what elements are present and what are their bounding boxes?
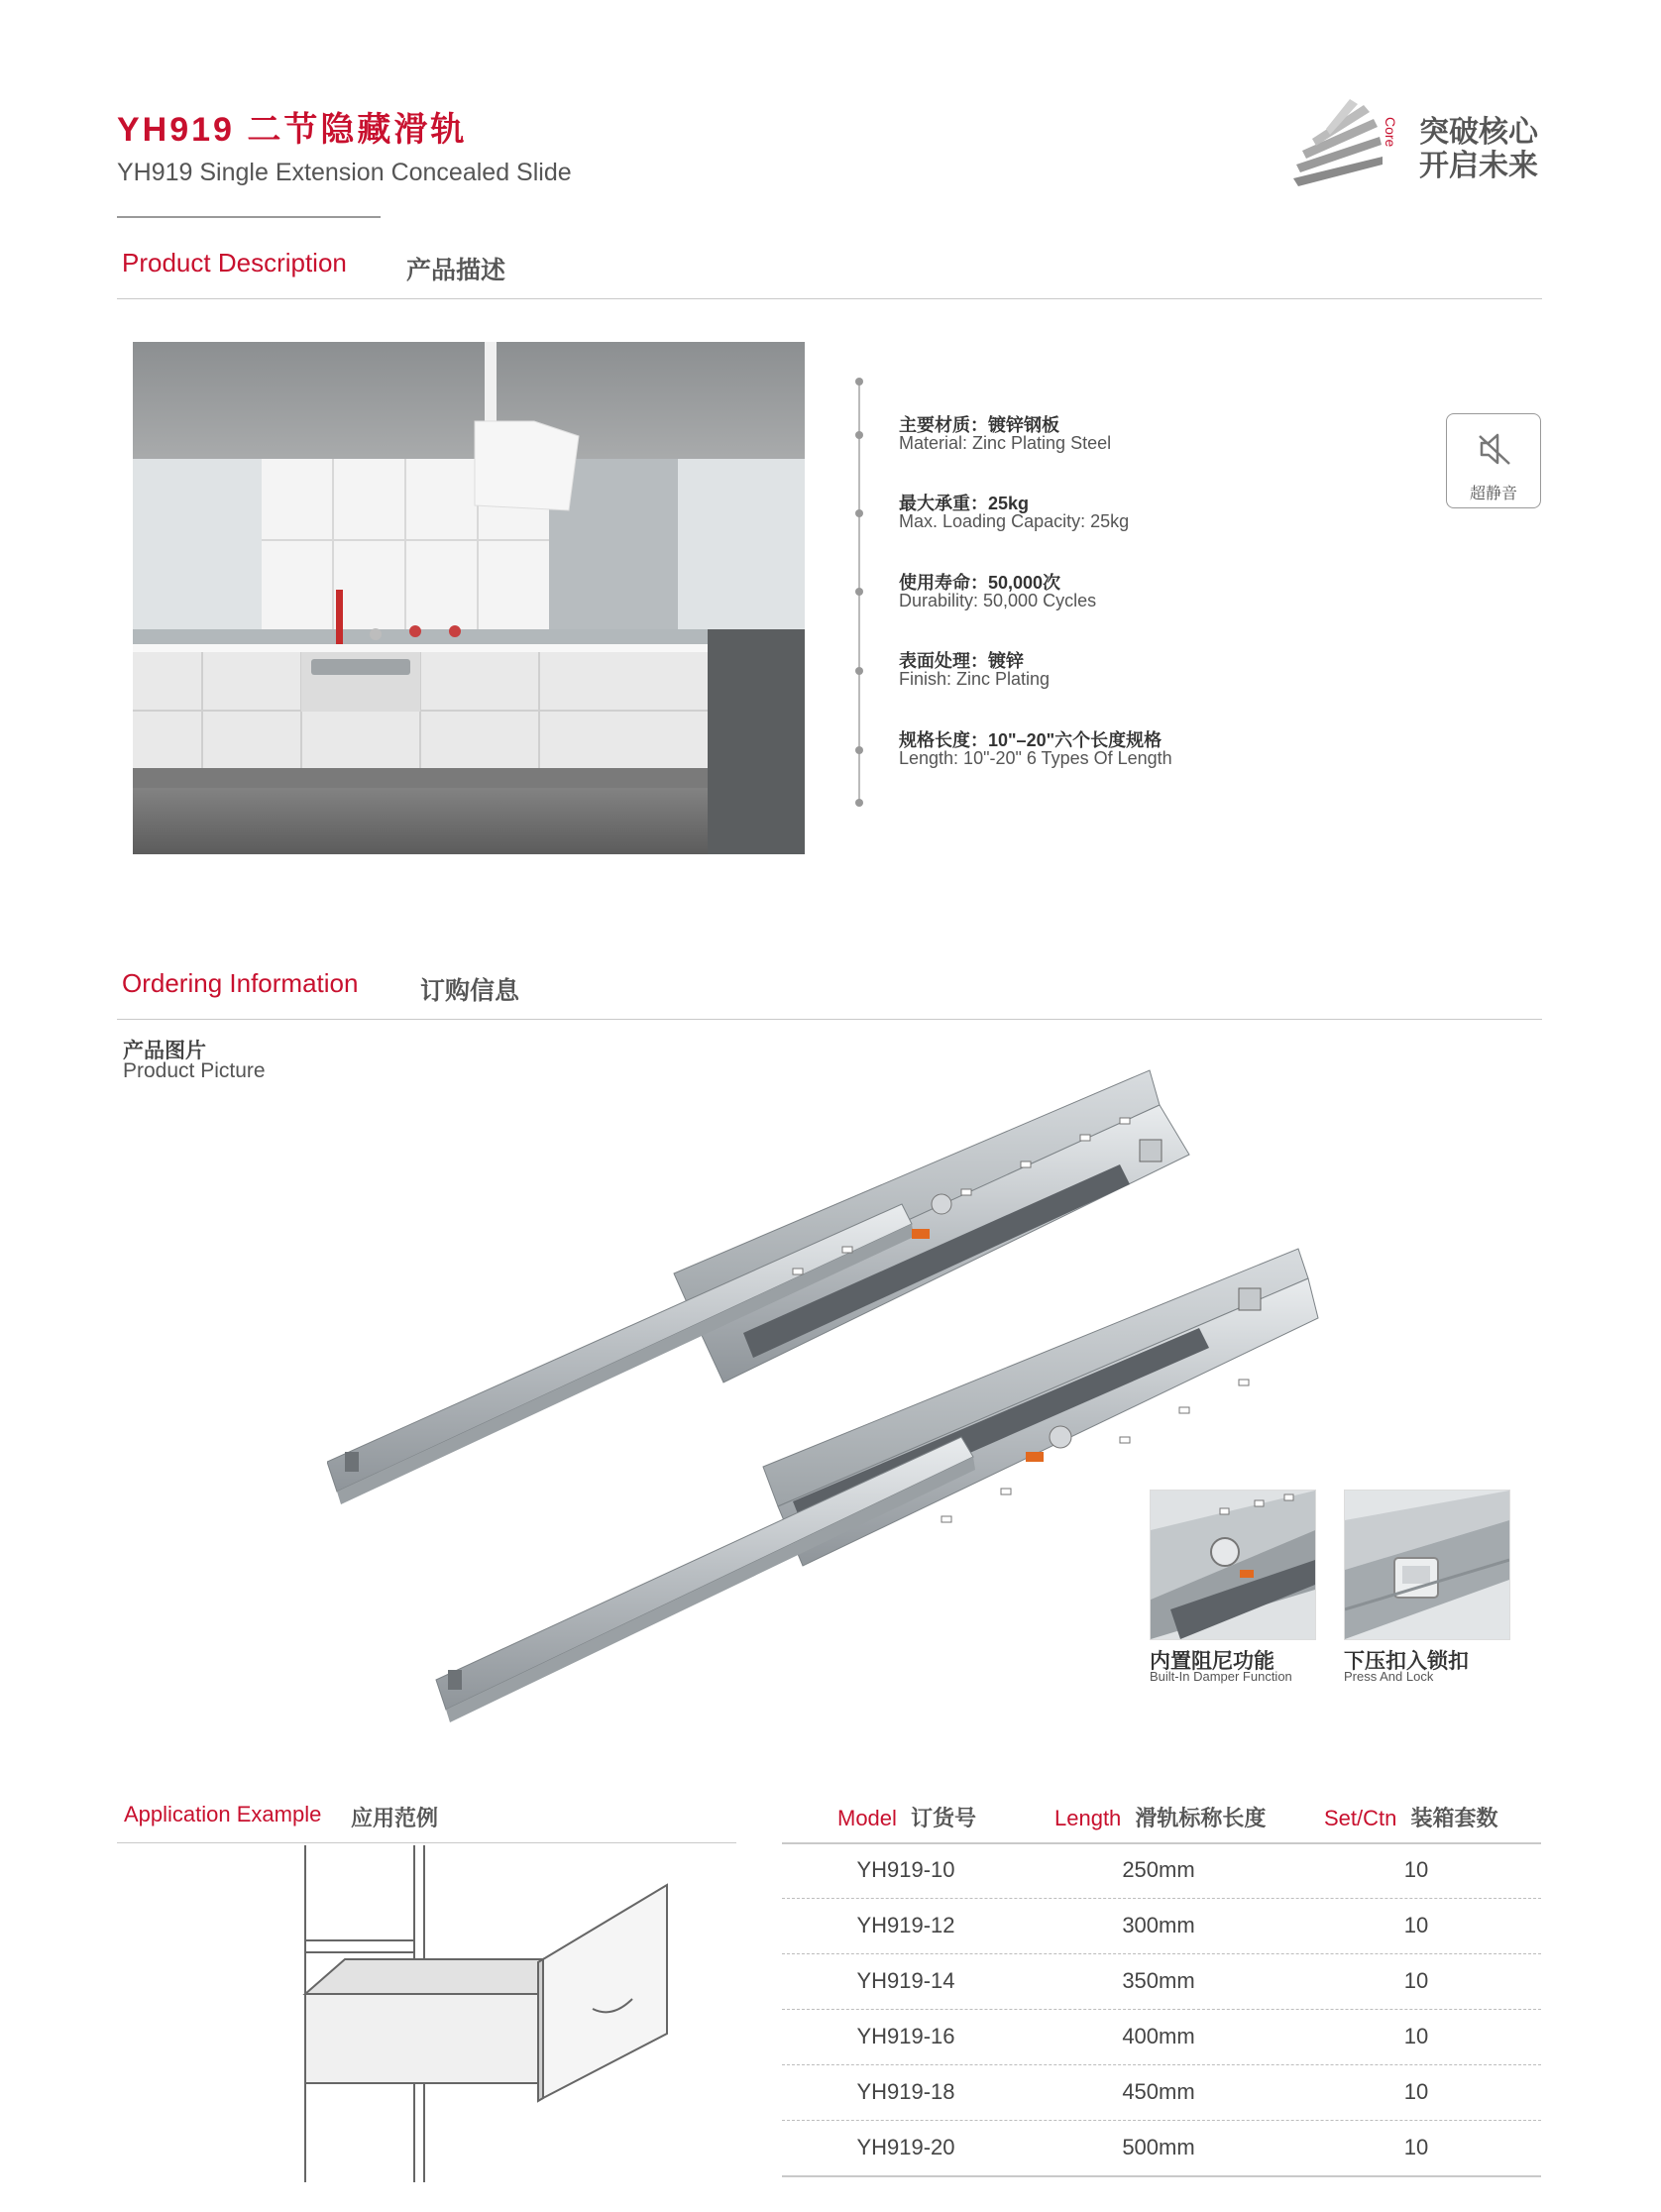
spec-durability-en: Durability: 50,000 Cycles [899, 591, 1097, 610]
section-title-ordering-en: Ordering Information [122, 968, 359, 998]
section-title-ordering-cn: 订购信息 [420, 977, 520, 1005]
table-cell-set: 10 [1403, 2135, 1429, 2159]
brand-slogan-line1: 突破核心 [1419, 116, 1538, 149]
table-row-divider [782, 1898, 1541, 1899]
spec-material-cn: 主要材质：镀锌钢板 [899, 415, 1059, 435]
table-header-divider [782, 1842, 1541, 1844]
mute-speaker-icon [1474, 428, 1515, 470]
table-cell-set: 10 [1403, 2024, 1429, 2048]
section-divider [117, 1019, 1542, 1020]
spec-dot [855, 509, 863, 517]
table-row-divider [782, 1953, 1541, 1954]
section-title-description-cn: 产品描述 [406, 257, 506, 284]
lock-detail-photo [1344, 1490, 1510, 1640]
page-title-en: YH919 Single Extension Concealed Slide [117, 159, 572, 186]
spec-dot [855, 431, 863, 439]
table-cell-model: YH919-18 [856, 2079, 955, 2104]
feature-damper-cn: 内置阻尼功能 [1150, 1650, 1274, 1673]
spec-dot [855, 746, 863, 754]
col-header-model-cn: 订货号 [911, 1806, 977, 1830]
feature-lock-en: Press And Lock [1344, 1669, 1434, 1684]
spec-material-en: Material: Zinc Plating Steel [899, 433, 1112, 453]
kitchen-photo [133, 342, 805, 854]
table-bottom-divider [782, 2175, 1541, 2177]
spec-dot [855, 667, 863, 675]
col-header-length-cn: 滑轨标称长度 [1135, 1806, 1267, 1830]
product-picture-label-cn: 产品图片 [123, 1040, 206, 1062]
section-title-application-en: Application Example [124, 1802, 322, 1826]
table-cell-length: 450mm [1122, 2079, 1195, 2104]
table-cell-set: 10 [1403, 1857, 1429, 1882]
table-cell-model: YH919-16 [856, 2024, 955, 2048]
table-row-divider [782, 2064, 1541, 2065]
spec-dot [855, 588, 863, 596]
feature-damper-en: Built-In Damper Function [1150, 1669, 1292, 1684]
table-cell-length: 300mm [1122, 1913, 1195, 1937]
drawer-application-diagram [117, 1845, 736, 2182]
feature-lock-cn: 下压扣入锁扣 [1344, 1650, 1469, 1673]
col-header-model [837, 1802, 976, 1832]
spec-finish-cn: 表面处理：镀锌 [899, 651, 1024, 671]
table-cell-model: YH919-14 [856, 1968, 955, 1993]
table-row-divider [782, 2120, 1541, 2121]
col-header-set-ctn-en: Set/Ctn [1324, 1806, 1397, 1830]
spec-finish-en: Finish: Zinc Plating [899, 669, 1051, 689]
col-header-set-ctn [1324, 1802, 1498, 1832]
table-cell-length: 500mm [1122, 2135, 1195, 2159]
damper-detail-photo [1150, 1490, 1316, 1640]
silent-label: 超静音 [1469, 486, 1517, 502]
brand-slogan-line2: 开启未来 [1419, 150, 1538, 182]
product-picture-label-en: Product Picture [123, 1059, 266, 1082]
col-header-length [1054, 1802, 1266, 1832]
table-row-divider [782, 2009, 1541, 2010]
table-cell-length: 350mm [1122, 1968, 1195, 1993]
section-divider [117, 1842, 736, 1843]
brand-logo-icon [1288, 99, 1387, 188]
table-cell-set: 10 [1403, 1968, 1429, 1993]
title-divider [117, 216, 381, 218]
table-cell-model: YH919-20 [856, 2135, 955, 2159]
brand-slogan [1419, 116, 1538, 183]
spec-durability-cn: 使用寿命：50,000次 [899, 573, 1061, 593]
table-cell-model: YH919-10 [856, 1857, 955, 1882]
spec-length-en: Length: 10"-20" 6 Types Of Length [899, 748, 1172, 768]
spec-dot [855, 799, 863, 807]
table-cell-set: 10 [1403, 1913, 1429, 1937]
col-header-set-ctn-cn: 装箱套数 [1410, 1806, 1498, 1830]
spec-capacity-cn: 最大承重：25kg [899, 494, 1030, 513]
col-header-length-en: Length [1054, 1806, 1122, 1830]
brand-core-label: Core [1383, 117, 1398, 148]
section-title-application-cn: 应用范例 [351, 1806, 439, 1830]
spec-dot [855, 378, 863, 386]
spec-length-cn: 规格长度：10"–20"六个长度规格 [899, 730, 1163, 750]
section-divider [117, 298, 1542, 299]
table-cell-model: YH919-12 [856, 1913, 955, 1937]
section-title-description-en: Product Description [122, 248, 347, 277]
table-cell-length: 400mm [1122, 2024, 1195, 2048]
table-cell-length: 250mm [1122, 1857, 1195, 1882]
page-title-cn: YH919 二节隐藏滑轨 [117, 111, 468, 149]
table-cell-set: 10 [1403, 2079, 1429, 2104]
col-header-model-en: Model [837, 1806, 897, 1830]
spec-capacity-en: Max. Loading Capacity: 25kg [899, 511, 1130, 531]
